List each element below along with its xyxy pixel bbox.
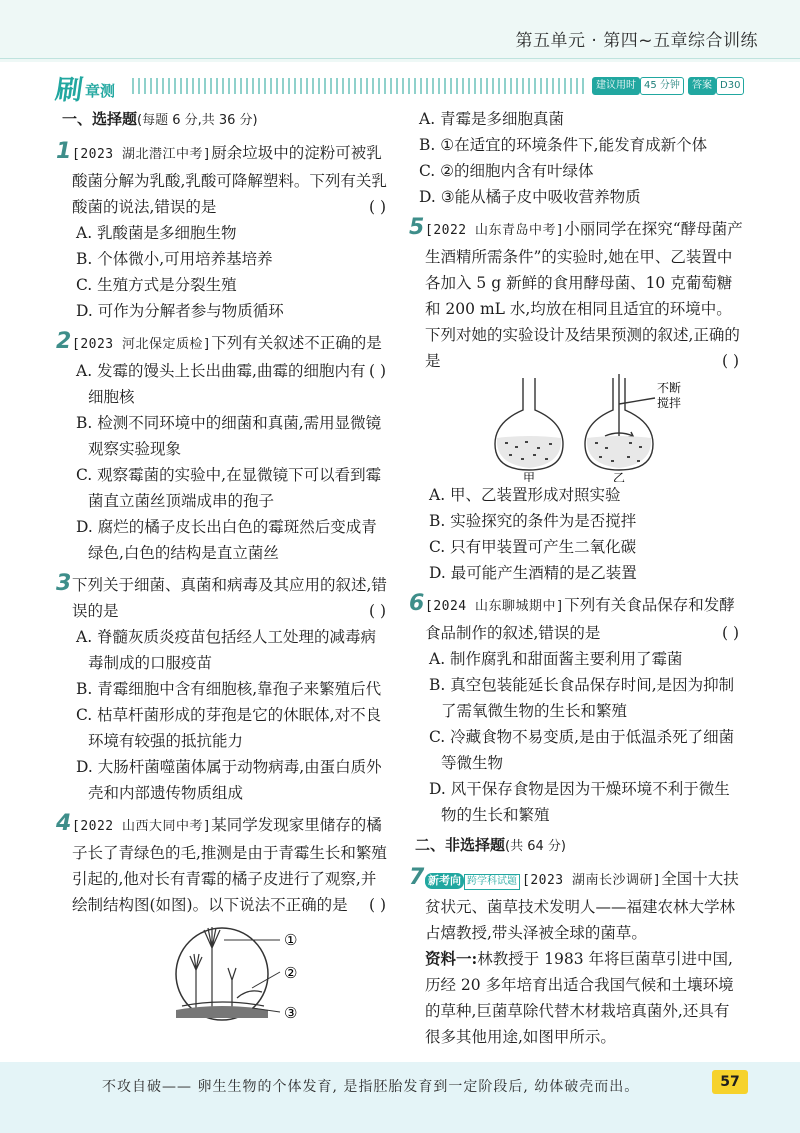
- question-number: 5: [409, 215, 425, 240]
- penicillium-figure: [72, 918, 390, 1026]
- decorative-stripes: [132, 78, 584, 94]
- question-source: [2023 湖北潜江中考]: [72, 147, 212, 162]
- option-a: A. 发霉的馒头上长出曲霉,曲霉的细胞内有细胞核: [76, 362, 366, 406]
- brand-main-text: 刷: [53, 75, 85, 106]
- option-d: D. 最可能产生酒精的是乙装置: [429, 564, 637, 582]
- section-heading-nonchoice: [415, 832, 743, 860]
- option-d: D. 大肠杆菌噬菌体属于动物病毒,由蛋白质外壳和内部遗传物质组成: [76, 758, 382, 802]
- option-c: C. ②的细胞内含有叶绿体: [419, 162, 594, 180]
- question-stem: [2023 河北保定质检]下列有关叙述不正确的是 ( ): [72, 330, 390, 358]
- question-stem: [2022 山东青岛中考]小丽同学在探究“酵母菌产生酒精所需条件”的实验时,她在甲、乙装置中各加入 5 g 新鲜的食用酵母菌、10 克葡萄糖和 200 mL 水,均放在相同且适宜的环境中。下列对她的实验设计及结果预测的叙述,正确的是 ( ): [425, 216, 743, 374]
- option-c: C. 观察霉菌的实验中,在显微镜下可以看到霉菌直立菌丝顶端成串的孢子: [76, 466, 382, 510]
- flask-jia-label: 甲: [523, 471, 536, 482]
- answer-blank: ( ): [721, 352, 739, 370]
- stir-label-line2: 搅拌: [657, 396, 682, 410]
- option-d: D. ③能从橘子皮中吸收营养物质: [419, 188, 641, 206]
- question-number: 4: [56, 811, 72, 836]
- question-source: [2022 山西大同中考]: [72, 819, 212, 834]
- header-divider: [0, 58, 800, 59]
- question-4: [56, 811, 390, 1026]
- option-a: A. 乳酸菌是多细胞生物: [76, 224, 237, 242]
- section-title: 一、选择题: [62, 110, 138, 128]
- unit-title: 第五单元 · 第四~五章综合训练: [515, 31, 758, 51]
- question-number: 1: [56, 139, 72, 164]
- question-source: [2023 河北保定质检]: [72, 337, 212, 352]
- question-number: 6: [409, 591, 425, 616]
- section-note: (每题 6 分,共 36 分): [137, 113, 258, 128]
- section-title: 二、非选择题: [415, 836, 506, 854]
- material-one: [425, 946, 743, 1050]
- brand-sub-text: 章测: [85, 82, 116, 100]
- answer-blank: ( ): [368, 362, 386, 380]
- question-stem: [2023 湖北潜江中考]厨余垃圾中的淀粉可被乳酸菌分解为乳酸,乳酸可降解塑料。下列有关乳酸菌的说法,错误的是 ( ): [72, 140, 390, 220]
- option-b: B. ①在适宜的环境条件下,能发育成新个体: [419, 136, 708, 154]
- question-6: [409, 591, 743, 828]
- option-d: D. 可作为分解者参与物质循环: [76, 302, 284, 320]
- page-number: 57: [712, 1070, 748, 1094]
- option-c: C. 冷藏食物不易变质,是由于低温杀死了细菌等微生物: [429, 728, 735, 772]
- stir-label-line1: 不断: [657, 381, 682, 395]
- flask-apparatus-diagram: [425, 374, 745, 482]
- question-7: [409, 865, 743, 1050]
- option-b: B. 真空包装能延长食品保存时间,是因为抑制了需氧微生物的生长和繁殖: [429, 676, 735, 720]
- question-number: 2: [56, 329, 72, 354]
- new-direction-badge: 新考向: [425, 873, 464, 889]
- flask-yi-label: 乙: [613, 471, 626, 482]
- figure-label-1: ①: [284, 931, 298, 949]
- option-a: A. 脊髓灰质炎疫苗包括经人工处理的减毒病毒制成的口服疫苗: [76, 628, 377, 672]
- option-c: C. 生殖方式是分裂生殖: [76, 276, 237, 294]
- option-a: A. 青霉是多细胞真菌: [419, 110, 565, 128]
- question-2: [56, 329, 390, 566]
- figure-label-3: ③: [284, 1004, 298, 1022]
- option-c: C. 枯草杆菌形成的芽孢是它的休眠体,对不良环境有较强的抵抗能力: [76, 706, 382, 750]
- footer-motto: 不攻自破—— 卵生生物的个体发育, 是指胚胎发育到一定阶段后, 幼体破壳而出。: [102, 1079, 640, 1095]
- interdisciplinary-tag: 跨学科试题: [464, 874, 520, 890]
- section-heading-choice: [62, 106, 390, 134]
- option-d: D. 腐烂的橘子皮长出白色的霉斑然后变成青绿色,白色的结构是直立菌丝: [76, 518, 377, 562]
- answer-blank: ( ): [368, 896, 386, 914]
- yeast-apparatus-figure: [425, 374, 743, 482]
- question-stem: [2022 山西大同中考]某同学发现家里储存的橘子长了青绿色的毛,推测是由于青霉生长和繁殖引起的,他对长有青霉的橘子皮进行了观察,并绘制结构图(如图)。以下说法不正确的是 ( ): [72, 812, 390, 918]
- suggested-time-value: 45 分钟: [640, 77, 684, 95]
- penicillium-structure-diagram: [72, 918, 392, 1026]
- question-number: 7: [409, 865, 425, 890]
- question-stem: 下列关于细菌、真菌和病毒及其应用的叙述,错误的是 ( ): [72, 572, 390, 624]
- material-label: 资料一:: [425, 949, 478, 968]
- question-source: [2024 山东聊城期中]: [425, 599, 565, 614]
- option-b: B. 个体微小,可用培养基培养: [76, 250, 273, 268]
- section-note: (共 64 分): [505, 839, 566, 854]
- option-a: A. 甲、乙装置形成对照实验: [429, 486, 621, 504]
- right-column: [409, 106, 743, 1050]
- figure-label-2: ②: [284, 964, 298, 982]
- answer-page-ref: D30: [716, 77, 744, 95]
- material-text: 林教授于 1983 年将巨菌草引进中国,历经 20 多年培育出适合我国气候和土壤环境的草种,巨菌草除代替木材栽培真菌外,还具有很多其他用途,如图甲所示。: [425, 950, 734, 1046]
- question-source: [2023 湖南长沙调研]: [522, 873, 662, 888]
- footer-band: [0, 1062, 800, 1133]
- question-source: [2022 山东青岛中考]: [425, 223, 565, 238]
- option-a: A. 制作腐乳和甜面酱主要利用了霉菌: [429, 650, 683, 668]
- answer-label: 答案: [688, 77, 716, 95]
- question-number: 3: [56, 571, 72, 596]
- question-5: [409, 215, 743, 586]
- question-4-options: [415, 106, 743, 210]
- option-b: B. 青霉细胞中含有细胞核,靠孢子来繁殖后代: [76, 680, 382, 698]
- left-column: [56, 106, 390, 1026]
- suggested-time-label: 建议用时: [592, 77, 640, 95]
- answer-blank: ( ): [368, 602, 386, 620]
- question-stem: [2024 山东聊城期中]下列有关食品保存和发酵食品制作的叙述,错误的是 ( ): [425, 592, 743, 646]
- answer-blank: ( ): [368, 198, 386, 216]
- option-b: B. 检测不同环境中的细菌和真菌,需用显微镜观察实验现象: [76, 414, 382, 458]
- question-3: [56, 571, 390, 806]
- section-brand: [53, 68, 116, 107]
- option-c: C. 只有甲装置可产生二氧化碳: [429, 538, 637, 556]
- question-1: [56, 139, 390, 324]
- question-stem: 新考向 跨学科试题 [2023 湖南长沙调研]全国十大扶贫状元、菌草技术发明人——福建农林大学林占熺教授,带头泽被全球的菌草。: [425, 870, 739, 942]
- option-b: B. 实验探究的条件为是否搅拌: [429, 512, 637, 530]
- option-d: D. 风干保存食物是因为干燥环境不利于微生物的生长和繁殖: [429, 780, 730, 824]
- answer-blank: ( ): [721, 624, 739, 642]
